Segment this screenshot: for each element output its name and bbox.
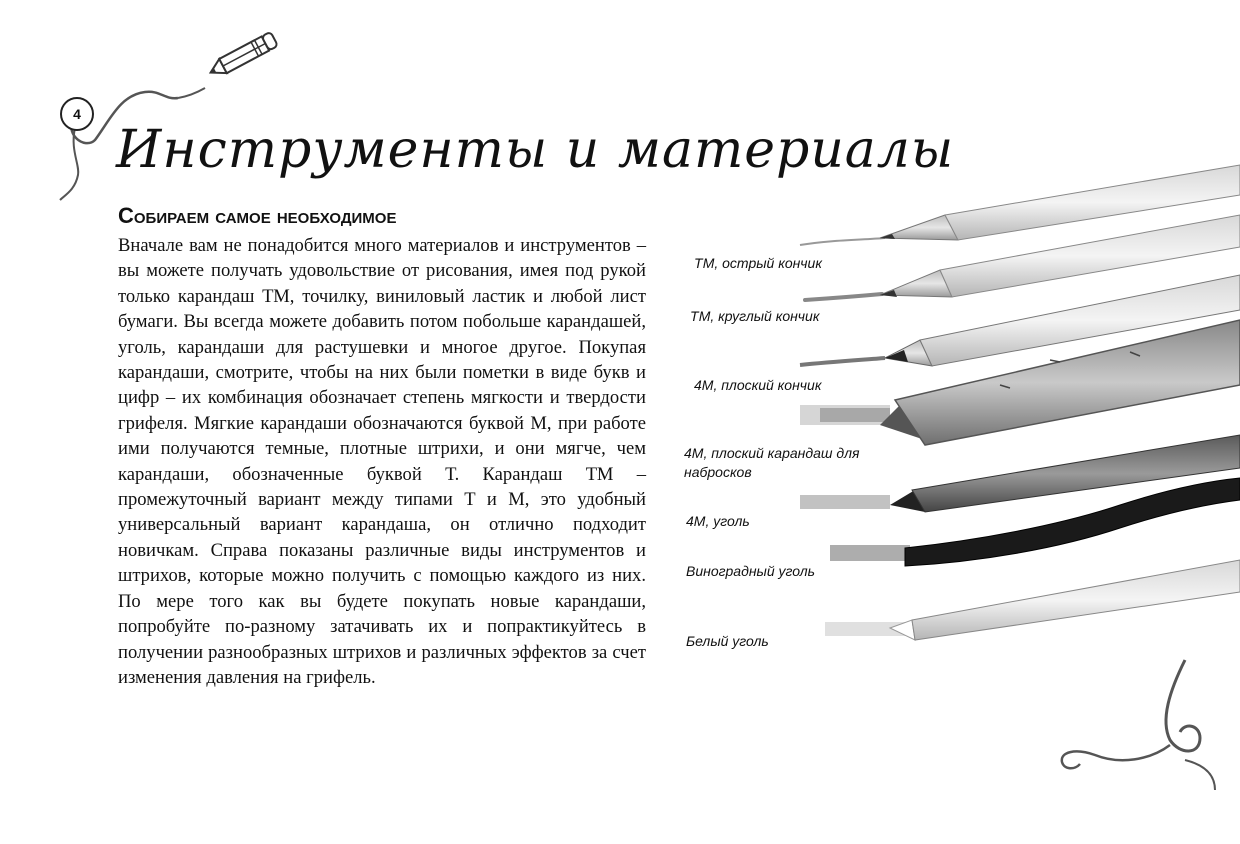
page-title: Инструменты и материалы: [116, 120, 955, 180]
body-paragraph: Вначале вам не понадобится много материалов и инструментов – вы можете получать удовольствие от рисования, имея под рукой только карандаш ТМ, точилку, виниловый ластик и любой лист бумаги. Вы всегда можете добавить потом побольше карандашей, уголь, карандаши для растушевки и многое другое. Покупая карандаши, смотрите, чтобы на них были пометки в виде букв и цифр – их комбинация обозначает степень мягкости и твердости грифеля. Мягкие карандаши обозначаются буквой М, при работе ими получаются темные, плотные штрихи, и они мягче, чем карандаши, обозначенные буквой Т. Карандаш ТМ – промежуточный вариант между типами Т и М, это удобный универсальный вариант карандаша, он отлично подходит новичкам. Справа показаны различные виды инструментов и штрихов, которые можно получить с помощью каждого из них. По мере того как вы будете покупать новые карандаши, попробуйте по-разному затачивать их и попрактикуйтесь в получении разнообразных штрихов и различных эффектов за счет изменения давления на грифель.: [118, 235, 646, 688]
white-charcoal-pencil: [825, 560, 1240, 640]
pencil-label: 4М, уголь: [686, 513, 750, 529]
pencil-label: 4М, плоский кончик: [694, 377, 822, 393]
pencil-label: Виноградный уголь: [686, 563, 815, 579]
page-number: 4: [60, 97, 94, 131]
section-heading: Собираем самое необходимое: [118, 203, 397, 228]
pencil-label: ТМ, острый кончик: [694, 255, 822, 271]
pencil-label: ТМ, круглый кончик: [690, 308, 820, 324]
pencil-label: 4М, плоский карандаш для набросков: [684, 445, 860, 480]
pencil-label: Белый уголь: [686, 633, 769, 649]
